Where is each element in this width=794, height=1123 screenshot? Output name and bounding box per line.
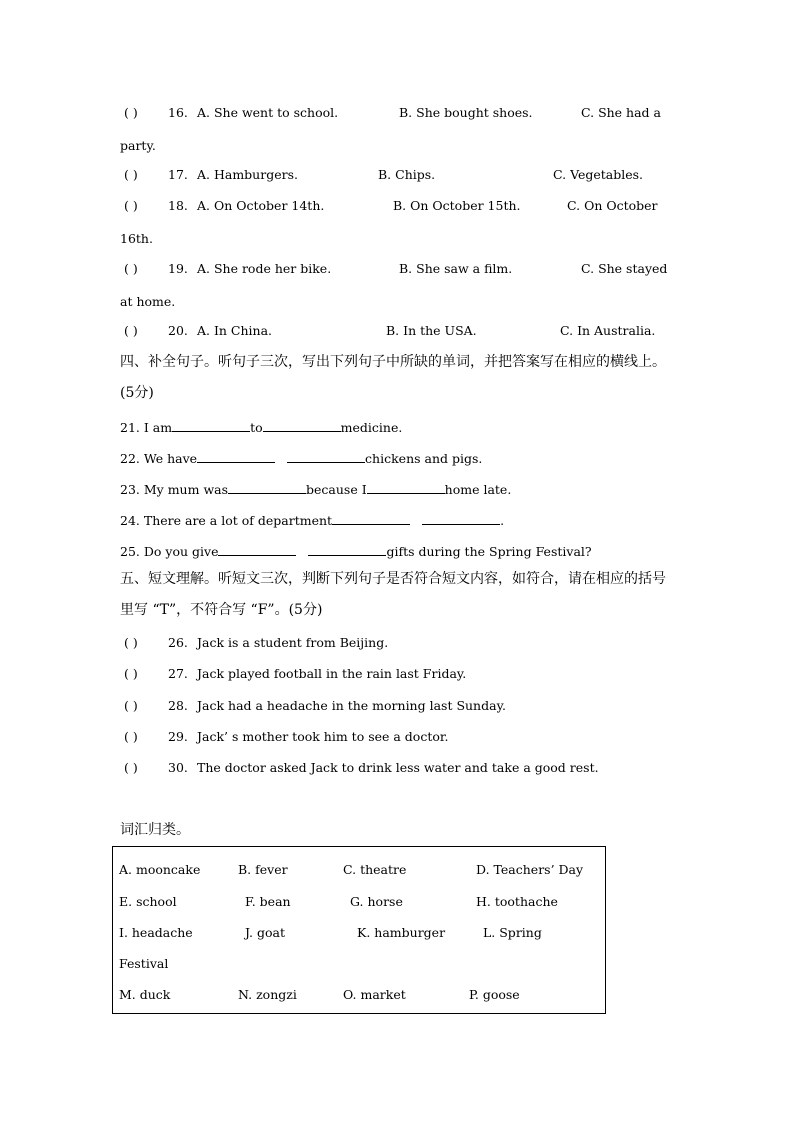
option-a: A. In China. <box>197 323 273 338</box>
vocab-word: I. headache <box>119 925 193 940</box>
section-5-heading: 五、短文理解。听短文三次，判断下列句子是否符合短文内容，如符合，请在相应的括号 <box>120 571 666 587</box>
answer-paren[interactable]: ( ) <box>124 105 138 120</box>
section-4-heading: 四、补全句子。听句子三次，写出下列句子中所缺的单词，并把答案写在相应的横线上。 <box>120 354 666 370</box>
statement: The doctor asked Jack to drink less water and take a good rest. <box>197 760 599 775</box>
blank-input[interactable] <box>197 450 275 463</box>
option-a: A. She rode her bike. <box>197 261 332 276</box>
item-number: 26. <box>168 635 188 650</box>
sentence-22 <box>120 450 482 467</box>
option-b: B. In the USA. <box>386 323 477 338</box>
option-b: B. She bought shoes. <box>399 105 533 120</box>
sentence-text: to <box>250 420 263 435</box>
option-a: A. On October 14th. <box>197 198 325 213</box>
answer-paren[interactable]: ( ) <box>124 198 138 213</box>
sentence-text: home late. <box>444 482 512 497</box>
vocab-word: A. mooncake <box>119 862 201 877</box>
blank-input[interactable] <box>228 481 306 494</box>
question-16-wrap: party. <box>120 138 156 153</box>
vocab-word: L. Spring <box>483 925 542 940</box>
question-number: 17. <box>168 167 188 182</box>
option-c: C. Vegetables. <box>553 167 644 182</box>
vocab-word: F. bean <box>245 894 291 909</box>
answer-paren[interactable]: ( ) <box>124 729 138 744</box>
question-19-wrap: at home. <box>120 294 176 309</box>
sentence-text: I am <box>143 420 173 435</box>
sentence-text: My mum was <box>143 482 229 497</box>
vocab-word: N. zongzi <box>238 987 297 1002</box>
option-b: B. On October 15th. <box>393 198 521 213</box>
sentence-text: There are a lot of department <box>143 513 333 528</box>
blank-input[interactable] <box>367 481 445 494</box>
sentence-21 <box>120 419 402 436</box>
sentence-text: . <box>500 513 505 528</box>
section-4-points: (5分) <box>120 385 154 401</box>
sentence-number: 23. <box>120 482 140 497</box>
sentence-number: 25. <box>120 544 140 559</box>
statement: Jack had a headache in the morning last Sunday. <box>197 698 506 713</box>
option-c: C. She stayed <box>581 261 668 276</box>
option-b: B. She saw a film. <box>399 261 513 276</box>
section-5-heading-cont: 里写 “T”，不符合写 “F”。(5分) <box>120 602 323 618</box>
item-number: 28. <box>168 698 188 713</box>
sentence-text: chickens and pigs. <box>365 451 483 466</box>
vocab-word: J. goat <box>245 925 285 940</box>
vocab-word: H. toothache <box>476 894 558 909</box>
item-number: 29. <box>168 729 188 744</box>
option-a: A. She went to school. <box>197 105 339 120</box>
answer-paren[interactable]: ( ) <box>124 167 138 182</box>
statement: Jack’ s mother took him to see a doctor. <box>197 729 449 744</box>
sentence-number: 24. <box>120 513 140 528</box>
item-number: 30. <box>168 760 188 775</box>
question-number: 18. <box>168 198 188 213</box>
blank-input[interactable] <box>422 512 500 525</box>
sentence-24 <box>120 512 504 529</box>
statement: Jack is a student from Beijing. <box>197 635 389 650</box>
vocab-box <box>112 846 606 1014</box>
blank-input[interactable] <box>172 419 250 432</box>
blank-input[interactable] <box>218 543 296 556</box>
vocab-word: Festival <box>119 956 169 971</box>
sentence-25 <box>120 543 592 560</box>
sentence-text: Do you give <box>143 544 219 559</box>
sentence-text: medicine. <box>340 420 403 435</box>
option-c: C. In Australia. <box>560 323 656 338</box>
answer-paren[interactable]: ( ) <box>124 261 138 276</box>
question-18-wrap: 16th. <box>120 231 153 246</box>
vocab-word: P. goose <box>469 987 520 1002</box>
option-b: B. Chips. <box>378 167 436 182</box>
statement: Jack played football in the rain last Friday. <box>197 666 467 681</box>
answer-paren[interactable]: ( ) <box>124 666 138 681</box>
vocab-word: G. horse <box>350 894 403 909</box>
vocab-title: 词汇归类。 <box>120 822 190 838</box>
sentence-number: 22. <box>120 451 140 466</box>
item-number: 27. <box>168 666 188 681</box>
vocab-word: B. fever <box>238 862 288 877</box>
blank-input[interactable] <box>332 512 410 525</box>
answer-paren[interactable]: ( ) <box>124 698 138 713</box>
sentence-number: 21. <box>120 420 140 435</box>
vocab-word: E. school <box>119 894 177 909</box>
vocab-word: C. theatre <box>343 862 407 877</box>
sentence-text: gifts during the Spring Festival? <box>386 544 592 559</box>
sentence-text: We have <box>143 451 198 466</box>
answer-paren[interactable]: ( ) <box>124 635 138 650</box>
option-c: C. On October <box>567 198 658 213</box>
sentence-text: because I <box>306 482 367 497</box>
option-c: C. She had a <box>581 105 661 120</box>
vocab-word: M. duck <box>119 987 171 1002</box>
option-a: A. Hamburgers. <box>197 167 298 182</box>
blank-input[interactable] <box>287 450 365 463</box>
blank-input[interactable] <box>308 543 386 556</box>
vocab-word: O. market <box>343 987 406 1002</box>
vocab-word: K. hamburger <box>357 925 446 940</box>
question-number: 20. <box>168 323 188 338</box>
vocab-word: D. Teachers’ Day <box>476 862 584 877</box>
answer-paren[interactable]: ( ) <box>124 760 138 775</box>
sentence-23 <box>120 481 511 498</box>
answer-paren[interactable]: ( ) <box>124 323 138 338</box>
question-number: 16. <box>168 105 188 120</box>
question-number: 19. <box>168 261 188 276</box>
blank-input[interactable] <box>263 419 341 432</box>
